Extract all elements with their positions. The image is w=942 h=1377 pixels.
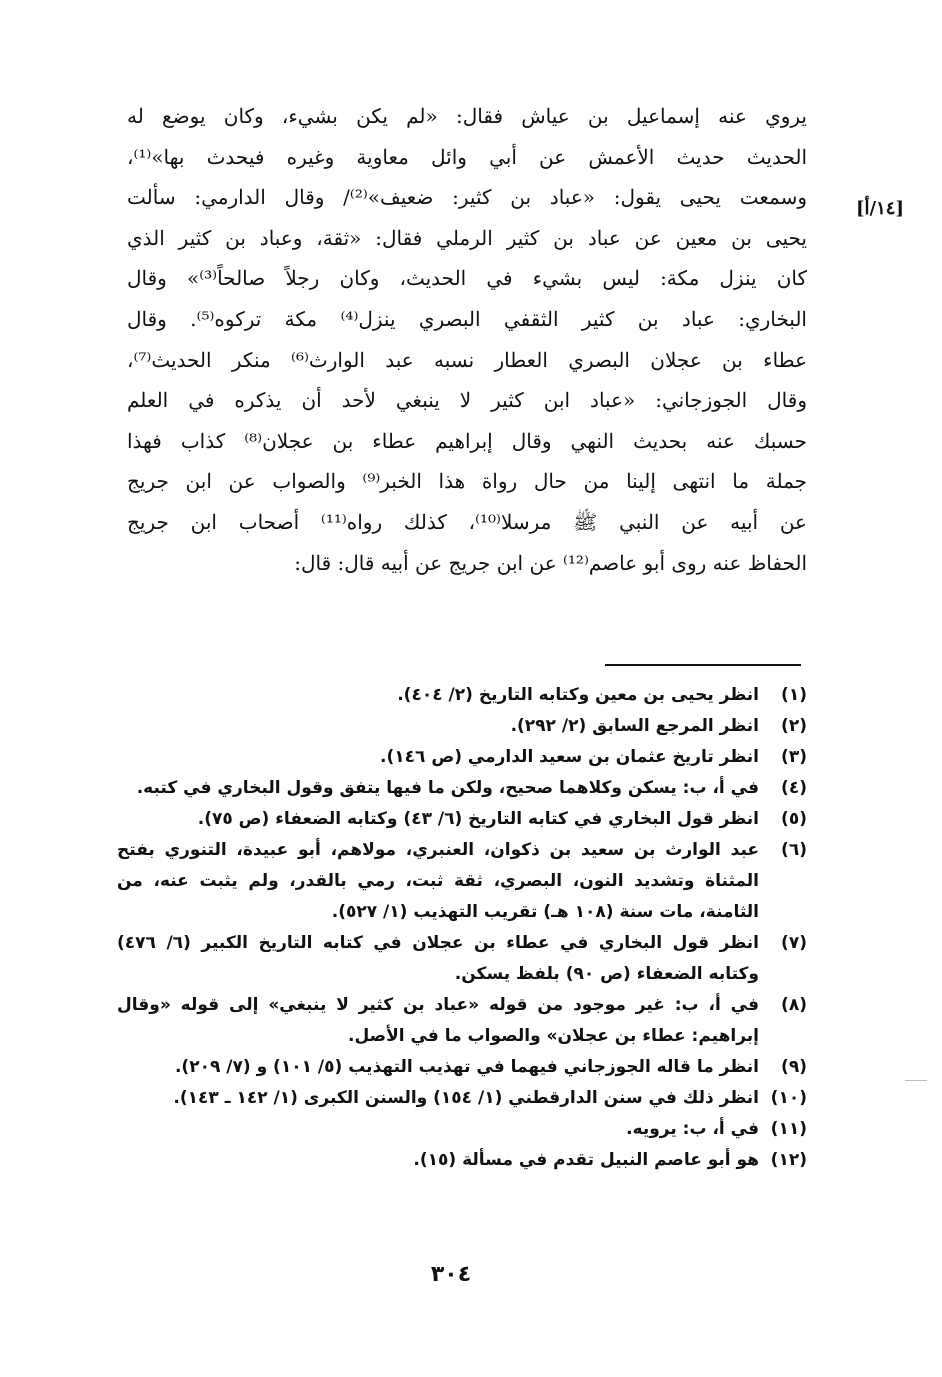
footnote-text: انظر المرجع السابق (٢/ ٢٩٢). xyxy=(510,716,759,736)
footnote xyxy=(117,711,807,742)
footnote-number: (٤) xyxy=(781,778,807,798)
main-line: يروي عنه إسماعيل بن عياش فقال: «لم يكن بشيء، وكان يوضع له xyxy=(127,104,807,128)
footnote-number: (٣) xyxy=(781,747,807,767)
footnote-text: عبد الوارث بن سعيد بن ذكوان، العنبري، مولاهم، أبو عبيدة، التنوري بفتح المثناة وتشديد النون، البصري، ثقة ثبت، رمي بالقدر، ولم يثبت عنه، من الثامنة، مات سنة (١٠٨ هـ) تقريب التهذيب (١/ ٥٢٧). xyxy=(117,840,759,922)
main-line: يحيى بن معين عن عباد بن كثير الرملي فقال: «ثقة، وعباد بن كثير الذي xyxy=(127,225,807,250)
footnote-text: انظر قول البخاري في عطاء بن عجلان في كتابه التاريخ الكبير (٦/ ٤٧٦) وكتابه الضعفاء (ص ٩٠) بلفظ يسكن. xyxy=(117,933,759,984)
footnote-number: (٢) xyxy=(781,716,807,736)
main-line: جملة ما انتهى إلينا من حال رواة هذا الخبر⁽⁹⁾ والصواب عن ابن جريج xyxy=(127,469,807,494)
main-line: وسمعت يحيى يقول: «عباد بن كثير: ضعيف»⁽²⁾/ وقال الدارمي: سألت xyxy=(127,185,807,210)
footnote-number: (١٠) xyxy=(770,1088,807,1108)
footnote xyxy=(117,1052,807,1083)
page-number: ٣٠٤ xyxy=(430,1262,472,1287)
footnote-text: انظر تاريخ عثمان بن سعيد الدارمي (ص ١٤٦). xyxy=(380,747,759,767)
footnote xyxy=(117,1145,807,1176)
main-line: الحديث حديث الأعمش عن أبي وائل معاوية وغيره فيحدث بها»⁽¹⁾، xyxy=(127,144,807,169)
main-line: وقال الجوزجاني: «عباد ابن كثير لا ينبغي لأحد أن يذكره في العلم xyxy=(127,388,807,413)
footnote xyxy=(117,1083,807,1114)
footnote-number: (٦) xyxy=(781,840,807,860)
main-line: عطاء بن عجلان البصري العطار نسبه عبد الوارث⁽⁶⁾ منكر الحديث⁽⁷⁾، xyxy=(127,347,807,372)
main-line: حسبك عنه بحديث النهي وقال إبراهيم عطاء بن عجلان⁽⁸⁾ كذاب فهذا xyxy=(127,428,807,453)
footnotes xyxy=(117,680,807,1176)
footnote xyxy=(117,773,807,804)
footnote xyxy=(117,835,807,928)
footnote-number: (١٢) xyxy=(770,1150,807,1170)
footnote xyxy=(117,1114,807,1145)
footnote-text: انظر ما قاله الجوزجاني فيهما في تهذيب التهذيب (٥/ ١٠١) و (٧/ ٢٠٩). xyxy=(174,1057,759,1077)
footnote-number: (٨) xyxy=(781,995,807,1015)
footnote-text: في أ، ب: يرويه. xyxy=(626,1119,759,1139)
footnote-number: (١) xyxy=(781,685,807,705)
footnote-text: هو أبو عاصم النبيل تقدم في مسألة (١٥). xyxy=(413,1150,759,1170)
footnote-text: انظر ذلك في سنن الدارقطني (١/ ١٥٤) والسنن الكبرى (١/ ١٤٢ ـ ١٤٣). xyxy=(173,1088,759,1108)
footnote xyxy=(117,742,807,773)
footnote-number: (٩) xyxy=(781,1057,807,1077)
footnote-text: انظر يحيى بن معين وكتابه التاريخ (٢/ ٤٠٤). xyxy=(397,685,759,705)
footnote xyxy=(117,804,807,835)
footnote-number: (٧) xyxy=(781,933,807,953)
main-line: عن أبيه عن النبي ﷺ مرسلا⁽¹⁰⁾، كذلك رواه⁽¹¹⁾ أصحاب ابن جريج xyxy=(127,509,807,534)
footnote xyxy=(117,680,807,711)
scan-edge-mark xyxy=(905,1080,927,1081)
margin-folio-reference: [١٤/أ] xyxy=(856,198,904,219)
main-line: البخاري: عباد بن كثير الثقفي البصري ينزل⁽⁴⁾ مكة تركوه⁽⁵⁾. وقال xyxy=(127,306,807,331)
footnote-number: (١١) xyxy=(770,1119,807,1139)
footnote-separator xyxy=(605,664,801,666)
footnote-text: في أ، ب: غير موجود من قوله «عباد بن كثير لا ينبغي» إلى قوله «وقال إبراهيم: عطاء بن عجلان» والصواب ما في الأصل. xyxy=(117,995,759,1046)
footnote xyxy=(117,928,807,990)
footnote xyxy=(117,990,807,1052)
footnote-text: في أ، ب: يسكن وكلاهما صحيح، ولكن ما فيها يتفق وقول البخاري في كتبه. xyxy=(136,778,759,798)
main-text xyxy=(127,96,807,583)
main-line: الحفاظ عنه روى أبو عاصم⁽¹²⁾ عن ابن جريج عن أبيه قال: قال: xyxy=(294,550,807,575)
main-line: كان ينزل مكة: ليس بشيء في الحديث، وكان رجلاً صالحاً⁽³⁾» وقال xyxy=(127,266,807,291)
footnote-text: انظر قول البخاري في كتابه التاريخ (٦/ ٤٣) وكتابه الضعفاء (ص ٧٥). xyxy=(197,809,759,829)
footnote-number: (٥) xyxy=(781,809,807,829)
